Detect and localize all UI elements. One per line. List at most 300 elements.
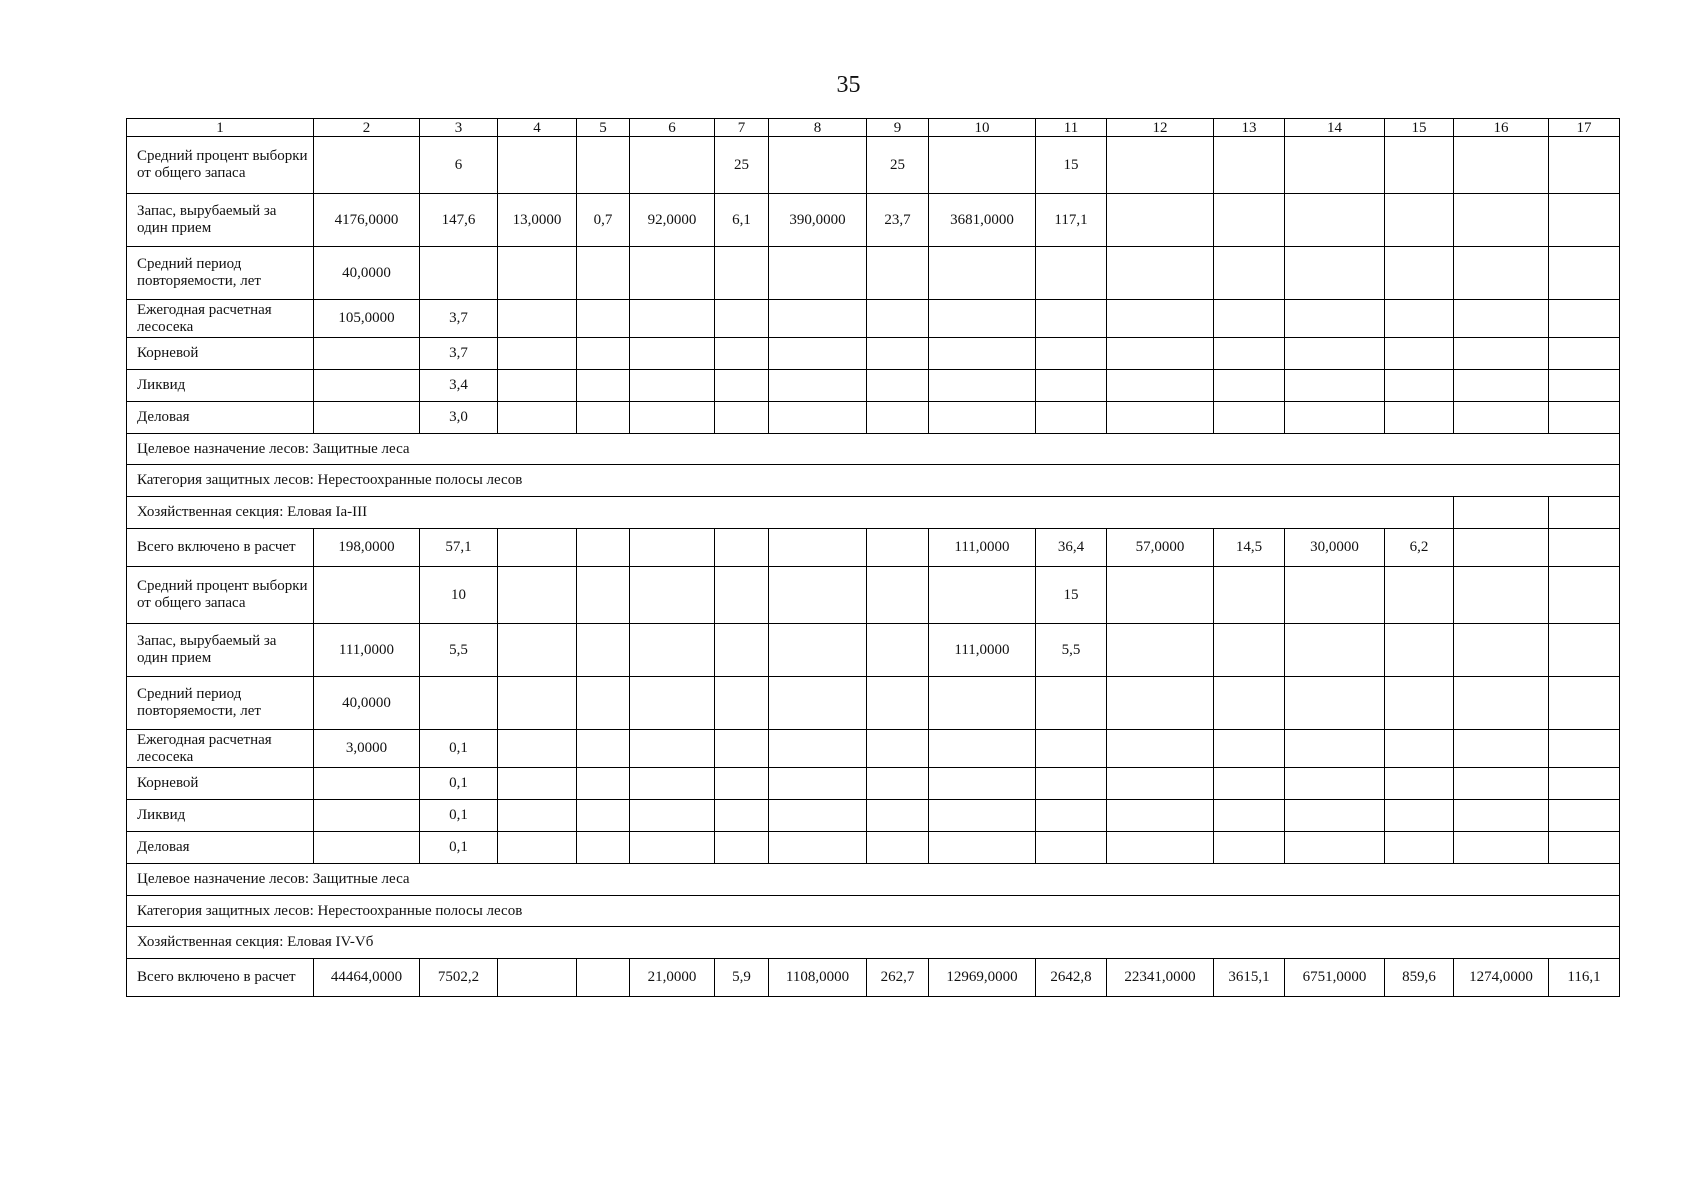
table-cell (867, 677, 929, 730)
table-cell: 111,0000 (929, 529, 1036, 567)
table-cell (1385, 402, 1454, 434)
table-cell (577, 730, 630, 768)
table-cell (1107, 768, 1214, 800)
table-cell (420, 247, 498, 300)
column-number-1: 1 (127, 119, 314, 137)
table-cell (1214, 624, 1285, 677)
table-cell (420, 677, 498, 730)
table-cell (1549, 677, 1620, 730)
column-number-15: 15 (1385, 119, 1454, 137)
section-heading: Категория защитных лесов: Нерестоохранные полосы лесов (127, 896, 1620, 927)
table-cell (1454, 338, 1549, 370)
table-cell: 3,7 (420, 300, 498, 338)
table-cell (1549, 247, 1620, 300)
column-number-4: 4 (498, 119, 577, 137)
table-cell (1549, 529, 1620, 567)
table-cell (1214, 768, 1285, 800)
table-cell (929, 370, 1036, 402)
table-cell: 0,1 (420, 730, 498, 768)
table-cell (929, 730, 1036, 768)
table-cell (1454, 497, 1549, 529)
table-cell (577, 370, 630, 402)
table-cell (1036, 677, 1107, 730)
table-cell (769, 677, 867, 730)
table-row (127, 194, 1620, 247)
table-cell (867, 529, 929, 567)
table-cell (1454, 402, 1549, 434)
table-cell: 3681,0000 (929, 194, 1036, 247)
table-cell (1385, 800, 1454, 832)
column-number-11: 11 (1036, 119, 1107, 137)
table-cell (577, 832, 630, 864)
table-cell (715, 567, 769, 624)
forest-data-table (126, 118, 1620, 997)
table-cell (929, 677, 1036, 730)
table-cell (1549, 370, 1620, 402)
table-cell: 2642,8 (1036, 959, 1107, 997)
table-cell: 25 (867, 137, 929, 194)
table-cell (498, 800, 577, 832)
table-cell (1107, 194, 1214, 247)
section-heading: Хозяйственная секция: Еловая IV-Vб (127, 927, 1620, 959)
table-cell (314, 370, 420, 402)
table-cell (1214, 402, 1285, 434)
table-cell (1285, 624, 1385, 677)
table-cell (577, 677, 630, 730)
column-number-5: 5 (577, 119, 630, 137)
table-cell (577, 529, 630, 567)
table-cell (498, 959, 577, 997)
table-cell (314, 338, 420, 370)
table-cell (929, 768, 1036, 800)
table-cell: 3615,1 (1214, 959, 1285, 997)
column-number-12: 12 (1107, 119, 1214, 137)
table-cell: 111,0000 (929, 624, 1036, 677)
section-heading: Хозяйственная секция: Еловая Ia-III (127, 497, 1454, 529)
table-cell (715, 370, 769, 402)
table-cell (498, 338, 577, 370)
table-cell (1454, 370, 1549, 402)
table-cell (1107, 624, 1214, 677)
table-cell: 1108,0000 (769, 959, 867, 997)
table-cell: 30,0000 (1285, 529, 1385, 567)
row-label: Всего включено в расчет (127, 959, 314, 997)
table-cell (630, 247, 715, 300)
table-cell (630, 800, 715, 832)
table-cell (577, 137, 630, 194)
table-cell (769, 247, 867, 300)
table-cell (867, 300, 929, 338)
table-cell (867, 730, 929, 768)
table-cell (577, 300, 630, 338)
table-cell (577, 768, 630, 800)
page-number: 35 (836, 72, 861, 98)
table-cell (1036, 730, 1107, 768)
table-cell: 10 (420, 567, 498, 624)
table-cell (929, 338, 1036, 370)
table-cell (1385, 730, 1454, 768)
column-number-14: 14 (1285, 119, 1385, 137)
table-cell (769, 768, 867, 800)
row-label: Запас, вырубаемый за один прием (127, 624, 314, 677)
table-cell (314, 137, 420, 194)
table-cell (769, 402, 867, 434)
table-cell (1285, 677, 1385, 730)
table-cell (715, 832, 769, 864)
table-cell (867, 247, 929, 300)
table-cell (867, 402, 929, 434)
table-cell (1107, 730, 1214, 768)
table-cell (498, 768, 577, 800)
row-label: Корневой (127, 768, 314, 800)
table-cell (1285, 730, 1385, 768)
table-cell: 105,0000 (314, 300, 420, 338)
table-cell: 40,0000 (314, 677, 420, 730)
table-cell: 116,1 (1549, 959, 1620, 997)
table-cell (630, 677, 715, 730)
table-cell (630, 370, 715, 402)
table-cell: 6 (420, 137, 498, 194)
table-cell (577, 247, 630, 300)
table-cell (1454, 529, 1549, 567)
table-cell (498, 529, 577, 567)
table-cell (867, 800, 929, 832)
table-cell (1385, 300, 1454, 338)
table-cell (314, 832, 420, 864)
table-cell (577, 338, 630, 370)
table-cell: 12969,0000 (929, 959, 1036, 997)
table-cell (1285, 194, 1385, 247)
table-cell (1549, 624, 1620, 677)
table-cell: 117,1 (1036, 194, 1107, 247)
table-cell (867, 370, 929, 402)
table-cell (498, 730, 577, 768)
table-cell: 6,1 (715, 194, 769, 247)
table-cell (769, 529, 867, 567)
table-cell (1107, 800, 1214, 832)
row-label: Деловая (127, 402, 314, 434)
table-cell (1036, 300, 1107, 338)
row-label: Средний период повторяемости, лет (127, 247, 314, 300)
table-cell (929, 402, 1036, 434)
table-cell (1549, 497, 1620, 529)
table-cell (867, 338, 929, 370)
table-cell (1285, 338, 1385, 370)
table-cell (1549, 338, 1620, 370)
table-cell (929, 300, 1036, 338)
table-cell (1214, 832, 1285, 864)
table-cell (1385, 370, 1454, 402)
table-cell (1107, 370, 1214, 402)
table-cell (715, 768, 769, 800)
table-cell (1385, 338, 1454, 370)
table-cell (498, 300, 577, 338)
column-number-17: 17 (1549, 119, 1620, 137)
table-cell (630, 300, 715, 338)
table-cell (715, 338, 769, 370)
table-cell (630, 529, 715, 567)
table-cell (1385, 194, 1454, 247)
table-cell: 3,4 (420, 370, 498, 402)
table-row (127, 800, 1620, 832)
table-cell (1214, 370, 1285, 402)
table-cell (1107, 567, 1214, 624)
table-cell (1454, 677, 1549, 730)
table-row (127, 959, 1620, 997)
table-cell (1454, 730, 1549, 768)
table-cell: 4176,0000 (314, 194, 420, 247)
table-cell (715, 300, 769, 338)
table-cell (1454, 800, 1549, 832)
table-cell: 15 (1036, 137, 1107, 194)
table-cell (1214, 677, 1285, 730)
column-number-6: 6 (630, 119, 715, 137)
table-cell (1214, 300, 1285, 338)
table-cell (1285, 832, 1385, 864)
table-cell (769, 300, 867, 338)
column-number-7: 7 (715, 119, 769, 137)
table-cell (1454, 137, 1549, 194)
table-cell (1549, 730, 1620, 768)
table-cell (577, 959, 630, 997)
table-cell (630, 137, 715, 194)
table-row (127, 567, 1620, 624)
column-number-10: 10 (929, 119, 1036, 137)
column-number-16: 16 (1454, 119, 1549, 137)
table-cell (1214, 194, 1285, 247)
table-row (127, 370, 1620, 402)
row-label: Ежегодная расчетная лесосека (127, 730, 314, 768)
table-cell: 0,1 (420, 768, 498, 800)
table-cell: 0,1 (420, 800, 498, 832)
table-cell (1549, 137, 1620, 194)
table-cell: 13,0000 (498, 194, 577, 247)
table-cell (769, 800, 867, 832)
table-row (127, 137, 1620, 194)
table-cell (1036, 768, 1107, 800)
table-cell (1454, 247, 1549, 300)
table-cell (1107, 247, 1214, 300)
table-cell (1214, 137, 1285, 194)
table-cell (498, 247, 577, 300)
table-cell (1214, 800, 1285, 832)
table-cell (1454, 300, 1549, 338)
table-cell (929, 800, 1036, 832)
row-label: Всего включено в расчет (127, 529, 314, 567)
column-number-3: 3 (420, 119, 498, 137)
table-cell (314, 567, 420, 624)
table-cell (577, 624, 630, 677)
table-cell (715, 800, 769, 832)
table-row (127, 402, 1620, 434)
table-cell: 92,0000 (630, 194, 715, 247)
table-cell (1107, 402, 1214, 434)
table-cell (1036, 247, 1107, 300)
row-label: Корневой (127, 338, 314, 370)
table-cell: 57,0000 (1107, 529, 1214, 567)
table-cell (498, 567, 577, 624)
table-cell (1385, 832, 1454, 864)
table-cell: 44464,0000 (314, 959, 420, 997)
row-label: Средний процент выборки от общего запаса (127, 567, 314, 624)
header-row (127, 119, 1620, 137)
table-cell (630, 832, 715, 864)
table-cell: 111,0000 (314, 624, 420, 677)
table-cell (498, 370, 577, 402)
column-number-9: 9 (867, 119, 929, 137)
table-cell: 22341,0000 (1107, 959, 1214, 997)
table-row (127, 730, 1620, 768)
section-row (127, 434, 1620, 465)
table-row (127, 768, 1620, 800)
table-cell (577, 567, 630, 624)
table-cell (1549, 567, 1620, 624)
table-cell (715, 529, 769, 567)
table-cell (498, 677, 577, 730)
table-cell: 0,1 (420, 832, 498, 864)
table-cell (630, 567, 715, 624)
table-cell (769, 370, 867, 402)
table-cell (1285, 768, 1385, 800)
section-heading: Целевое назначение лесов: Защитные леса (127, 864, 1620, 896)
table-cell (1285, 567, 1385, 624)
table-cell: 3,7 (420, 338, 498, 370)
table-row (127, 338, 1620, 370)
table-cell (929, 137, 1036, 194)
table-row (127, 300, 1620, 338)
section-row (127, 497, 1620, 529)
table-cell (1385, 567, 1454, 624)
table-cell (1285, 402, 1385, 434)
section-row (127, 927, 1620, 959)
table-cell (769, 730, 867, 768)
table-cell (1107, 832, 1214, 864)
row-label: Средний период повторяемости, лет (127, 677, 314, 730)
table-cell (630, 730, 715, 768)
table-cell: 198,0000 (314, 529, 420, 567)
section-heading: Категория защитных лесов: Нерестоохранные полосы лесов (127, 465, 1620, 497)
table-cell: 3,0 (420, 402, 498, 434)
table-cell (929, 832, 1036, 864)
table-cell (1214, 338, 1285, 370)
table-cell: 0,7 (577, 194, 630, 247)
table-cell (630, 768, 715, 800)
table-cell (1549, 832, 1620, 864)
table-cell (498, 137, 577, 194)
table-cell: 5,5 (420, 624, 498, 677)
table-cell (1214, 730, 1285, 768)
table-row (127, 677, 1620, 730)
table-cell: 262,7 (867, 959, 929, 997)
table-cell (498, 402, 577, 434)
table-cell (1214, 567, 1285, 624)
table-cell (1107, 677, 1214, 730)
table-cell (1454, 567, 1549, 624)
table-cell (1107, 338, 1214, 370)
table-cell (1285, 800, 1385, 832)
table-cell: 40,0000 (314, 247, 420, 300)
table-cell: 14,5 (1214, 529, 1285, 567)
table-cell (1549, 402, 1620, 434)
row-label: Запас, вырубаемый за один прием (127, 194, 314, 247)
table-cell: 6751,0000 (1285, 959, 1385, 997)
table-cell (769, 567, 867, 624)
table-cell (1214, 247, 1285, 300)
table-cell: 7502,2 (420, 959, 498, 997)
table-cell (769, 338, 867, 370)
table-cell (1385, 677, 1454, 730)
table-cell (1036, 832, 1107, 864)
table-cell (769, 624, 867, 677)
table-cell (1385, 768, 1454, 800)
table-cell (867, 832, 929, 864)
row-label: Ликвид (127, 370, 314, 402)
table-cell: 147,6 (420, 194, 498, 247)
table-cell (1385, 247, 1454, 300)
table-cell (1107, 137, 1214, 194)
table-cell (577, 402, 630, 434)
table-cell (929, 247, 1036, 300)
table-cell (630, 338, 715, 370)
table-cell (715, 624, 769, 677)
table-cell: 36,4 (1036, 529, 1107, 567)
table-cell (1454, 768, 1549, 800)
row-label: Ежегодная расчетная лесосека (127, 300, 314, 338)
table-cell (867, 768, 929, 800)
table-cell (1549, 768, 1620, 800)
table-row (127, 832, 1620, 864)
table-cell (1285, 300, 1385, 338)
section-row (127, 465, 1620, 497)
table-cell (1385, 137, 1454, 194)
table-cell (577, 800, 630, 832)
table-cell: 21,0000 (630, 959, 715, 997)
section-row (127, 864, 1620, 896)
table-row (127, 529, 1620, 567)
table-cell (314, 402, 420, 434)
table-cell (715, 677, 769, 730)
table-cell: 6,2 (1385, 529, 1454, 567)
column-number-8: 8 (769, 119, 867, 137)
table-cell (1549, 194, 1620, 247)
table-cell (715, 247, 769, 300)
table-cell (498, 832, 577, 864)
table-cell (715, 402, 769, 434)
table-cell (498, 624, 577, 677)
table-cell (1285, 247, 1385, 300)
table-cell (1036, 402, 1107, 434)
table-cell (867, 567, 929, 624)
table-cell (1549, 300, 1620, 338)
table-cell (1385, 624, 1454, 677)
table-cell (769, 137, 867, 194)
section-row (127, 896, 1620, 927)
table-cell (1036, 800, 1107, 832)
row-label: Ликвид (127, 800, 314, 832)
table-cell (1036, 370, 1107, 402)
table-cell (314, 800, 420, 832)
table-cell: 1274,0000 (1454, 959, 1549, 997)
table-cell (1454, 194, 1549, 247)
table-cell (769, 832, 867, 864)
table-cell: 859,6 (1385, 959, 1454, 997)
table-cell: 57,1 (420, 529, 498, 567)
table-cell (867, 624, 929, 677)
table-cell (1285, 370, 1385, 402)
table-row (127, 624, 1620, 677)
table-row (127, 247, 1620, 300)
table-cell (1549, 800, 1620, 832)
